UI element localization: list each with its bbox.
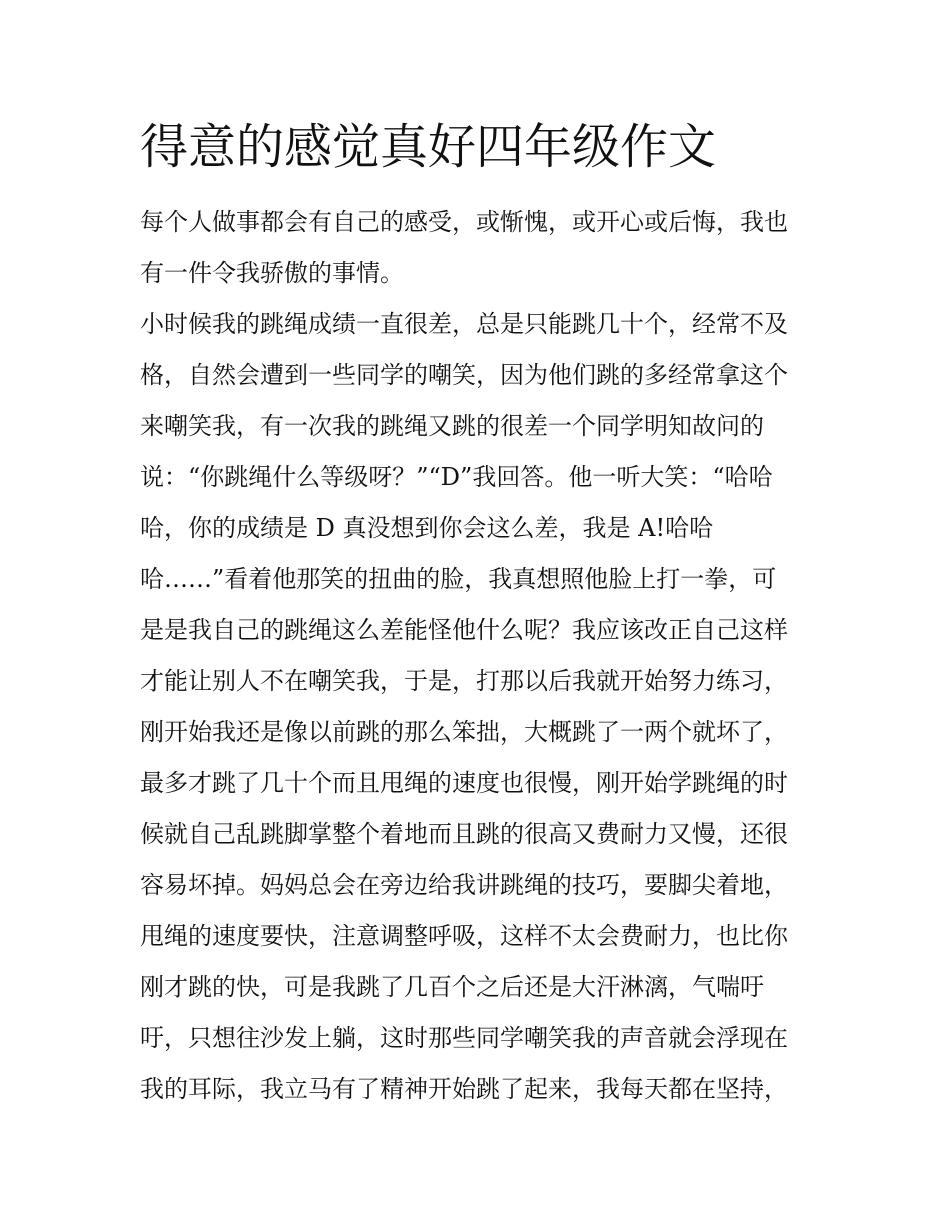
document-title: 得意的感觉真好四年级作文: [140, 119, 717, 175]
text-line: 吁，只想往沙发上躺，这时那些同学嘲笑我的声音就会浮现在: [140, 1024, 788, 1052]
text-line: 哈……”看着他那笑的扭曲的脸，我真想照他脸上打一拳，可: [140, 565, 777, 593]
text-line: 每个人做事都会有自己的感受，或惭愧，或开心或后悔，我也: [140, 208, 788, 236]
text-line: 格，自然会遭到一些同学的嘲笑，因为他们跳的多经常拿这个: [140, 361, 788, 389]
document-body: [140, 200, 820, 1118]
text-line: 刚才跳的快，可是我跳了几百个之后还是大汗淋漓，气喘吁: [140, 973, 764, 1001]
text-line: 刚开始我还是像以前跳的那么笨拙，大概跳了一两个就坏了，: [140, 718, 788, 746]
text-line: 有一件令我骄傲的事情。: [140, 259, 404, 287]
text-line: 最多才跳了几十个而且甩绳的速度也很慢，刚开始学跳绳的时: [140, 769, 788, 797]
text-line: 是是我自己的跳绳这么差能怪他什么呢？我应该改正自己这样: [140, 616, 788, 644]
text-line: 才能让别人不在嘲笑我，于是，打那以后我就开始努力练习，: [140, 667, 788, 695]
text-line: 我的耳际，我立马有了精神开始跳了起来，我每天都在坚持，: [140, 1075, 788, 1103]
text-line: 小时候我的跳绳成绩一直很差，总是只能跳几十个，经常不及: [140, 310, 788, 338]
text-line: 哈，你的成绩是 D 真没想到你会这么差，我是 A!哈哈: [140, 514, 714, 542]
text-line: 来嘲笑我，有一次我的跳绳又跳的很差一个同学明知故问的: [140, 412, 764, 440]
text-line: 候就自己乱跳脚掌整个着地而且跳的很高又费耐力又慢，还很: [140, 820, 788, 848]
text-line: 甩绳的速度要快，注意调整呼吸，这样不太会费耐力，也比你: [140, 922, 788, 950]
text-line: 说：“你跳绳什么等级呀？”“D”我回答。他一听大笑：“哈哈: [140, 463, 773, 491]
text-line: 容易坏掉。妈妈总会在旁边给我讲跳绳的技巧，要脚尖着地，: [140, 871, 788, 899]
